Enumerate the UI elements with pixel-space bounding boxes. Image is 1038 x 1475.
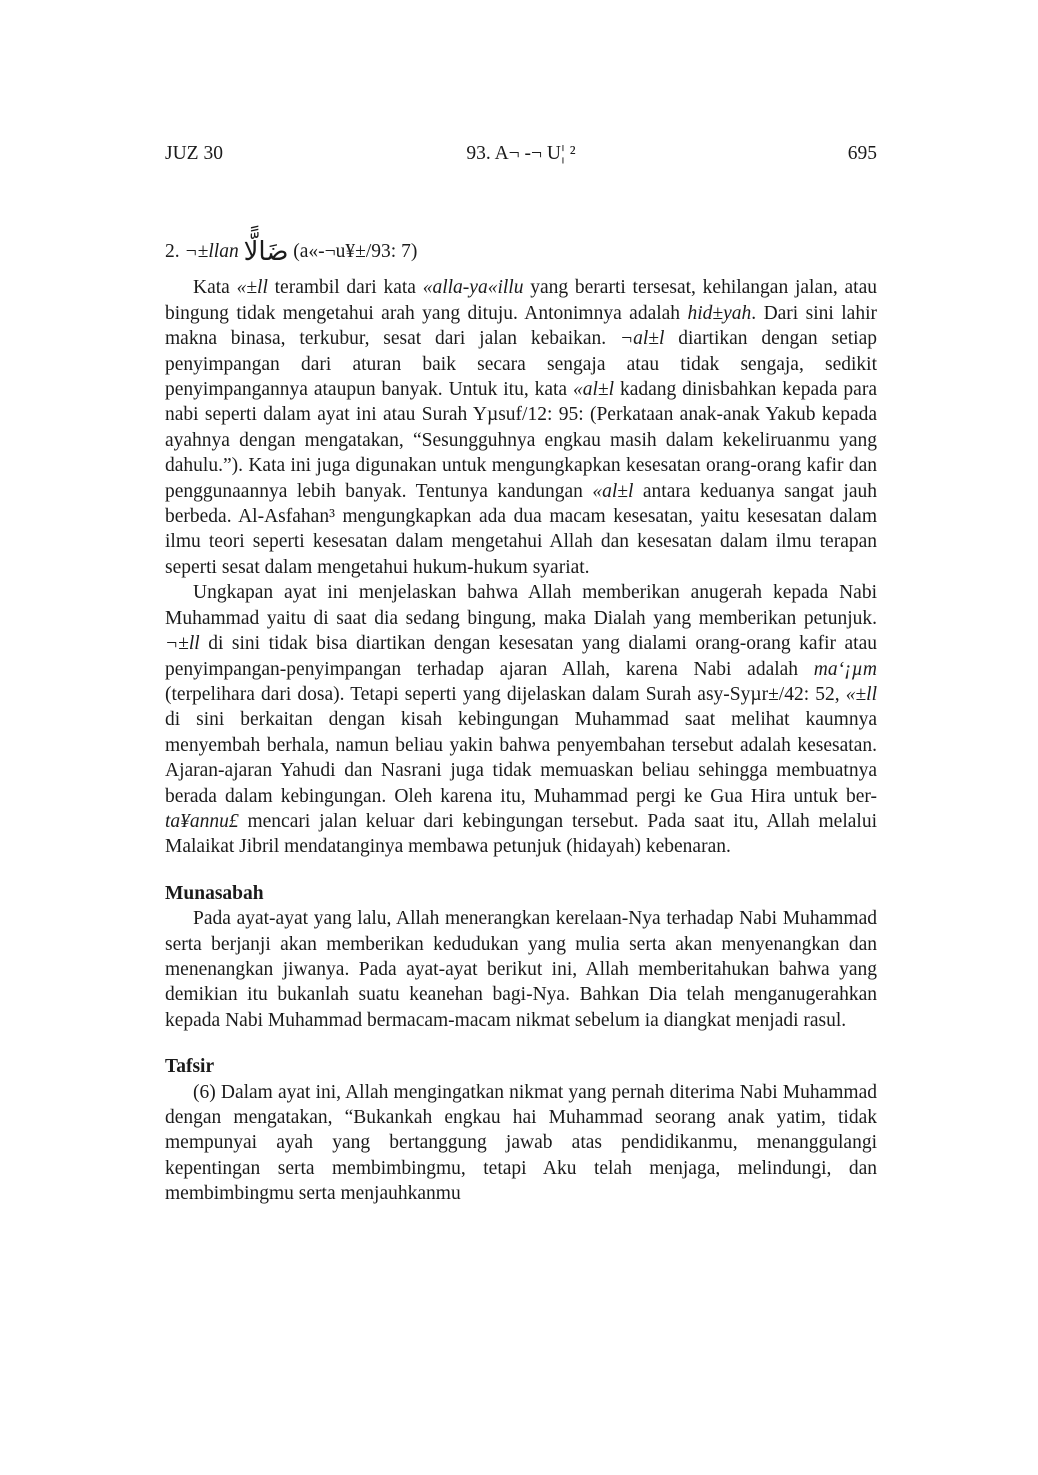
text-run: Kata: [193, 277, 237, 299]
text-run: Pada ayat-ayat yang lalu, Allah menerangkan kerelaan-Nya terhadap Nabi Muhammad serta berjanji akan memberikan kedudukan yang mulia serta akan menyenangkan dan menenangkan jiwanya. Pada ayat-ayat berikut ini, Allah memberitahukan bahwa yang demikian itu bukanlah suatu keanehan bagi-Nya. Bahkan Dia telah menganugerahkan kepada Nabi Muhammad bermacam-macam nikmat sebelum ia diangkat menjadi rasul.: [165, 908, 877, 1031]
transliterated-term: hid±yah: [687, 302, 752, 324]
text-run: kadang dinisbahkan kepada para nabi seperti dalam ayat ini atau Surah Yµsuf/12: 95: (Perkataan anak-anak Yakub kepada ayahnya dengan mengatakan, “Sesungguhnya engkau masih dalam kekeliruanmu yang dahulu.”). Kata ini juga digunakan untuk mengungkapkan kesesatan orang-orang kafir dan penggunaannya lebih banyak. Tentunya kandungan: [165, 379, 877, 502]
header-juz-label: JUZ 30: [165, 143, 223, 164]
transliterated-term: «alla-ya«illu: [422, 277, 524, 299]
header-page-number: 695: [847, 143, 877, 164]
text-run: di sini berkaitan dengan kisah kebingungan Muhammad saat melihat kaumnya menyembah berhala, namun beliau yakin bahwa penyembahan tersebut adalah kesesatan. Ajaran-ajaran Yahudi dan Nasrani juga tidak memuaskan beliau sehingga membuatnya berada dalam kebingungan. Oleh karena itu, Muhammad pergi ke Gua Hira untuk ber-: [165, 709, 877, 807]
text-run: (a«-¬u¥±/93: 7): [288, 241, 418, 262]
heading-munasabah: Munasabah: [165, 882, 264, 904]
text-run: di sini tidak bisa diartikan dengan kesesatan yang dialami orang-orang kafir atau penyimpangan-penyimpangan terhadap ajaran Allah, karena Nabi adalah: [165, 633, 877, 680]
transliterated-term: ma‘¡µm: [813, 658, 877, 680]
paragraph-munasabah: [165, 906, 877, 1033]
text-run: antara keduanya sangat jauh berbeda. Al-Asfahan³ mengungkapkan ada dua macam kesesatan, yaitu kesesatan dalam ilmu teori seperti kesesatan dalam mengetahui Allah dan kesesatan dalam ilmu terapan seperti sesat dalam mengetahui hukum-hukum syariat.: [165, 480, 877, 578]
page-content: [165, 239, 877, 1207]
paragraph-term-explanation: [165, 275, 877, 580]
transliterated-term: «al±l: [592, 480, 634, 502]
text-run: mencari jalan keluar dari kebingungan tersebut. Pada saat itu, Allah melalui Malaikat Jibril mendatanginya membawa petunjuk (hidayah) kebenaran.: [165, 810, 877, 858]
text-run: yang berarti tersesat, kehilangan jalan, atau bingung tidak mengetahui arah yang dituju. Antonimnya adalah: [165, 277, 877, 324]
text-run: . Dari sini lahir makna binasa, terkubur, sesat dari jalan kebaikan.: [165, 302, 877, 350]
transliterated-term: ¬±ll: [165, 633, 200, 655]
paragraph-ayat-explanation: [165, 580, 877, 859]
text-run: (terpelihara dari dosa). Tetapi seperti yang dijelaskan dalam Surah asy-Syµr±/42: 52,: [165, 683, 846, 705]
transliterated-term: «±ll: [845, 683, 877, 705]
text-run: terambil dari kata: [267, 277, 423, 299]
transliterated-term: ta¥annu£: [165, 810, 239, 832]
term-entry: [165, 237, 877, 267]
heading-tafsir: Tafsir: [165, 1056, 215, 1078]
header-surah-title: 93. A¬ -¬ U¦ ²: [466, 143, 576, 164]
transliterated-term: ¬al±l: [619, 328, 665, 350]
transliterated-term: ¬±llan: [184, 241, 239, 262]
paragraph-tafsir: [165, 1080, 877, 1207]
text-run: diartikan dengan setiap penyimpangan dari aturan baik secara sengaja atau tidak sengaja, sedikit penyimpangannya ataupun banyak. Untuk itu, kata: [165, 328, 877, 401]
text-run: (6) Dalam ayat ini, Allah mengingatkan nikmat yang pernah diterima Nabi Muhammad dengan mengatakan, “Bukankah engkau hai Muhammad seorang anak yatim, tidak mempunyai ayah yang bertanggung jawab atas pendidikanmu, menanggulangi kepentingan serta membimbingmu, tetapi Aku telah menjaga, melindungi, dan membimbingmu serta menjauhkanmu: [165, 1081, 877, 1205]
arabic-word: ضَالًّا: [243, 237, 289, 267]
transliterated-term: «al±l: [573, 379, 615, 401]
text-run: 2.: [165, 241, 185, 262]
text-run: Ungkapan ayat ini menjelaskan bahwa Allah memberikan anugerah kepada Nabi Muhammad yaitu di saat dia sedang bingung, maka Dialah yang memberikan petunjuk.: [165, 582, 877, 629]
transliterated-term: «±ll: [236, 277, 268, 299]
